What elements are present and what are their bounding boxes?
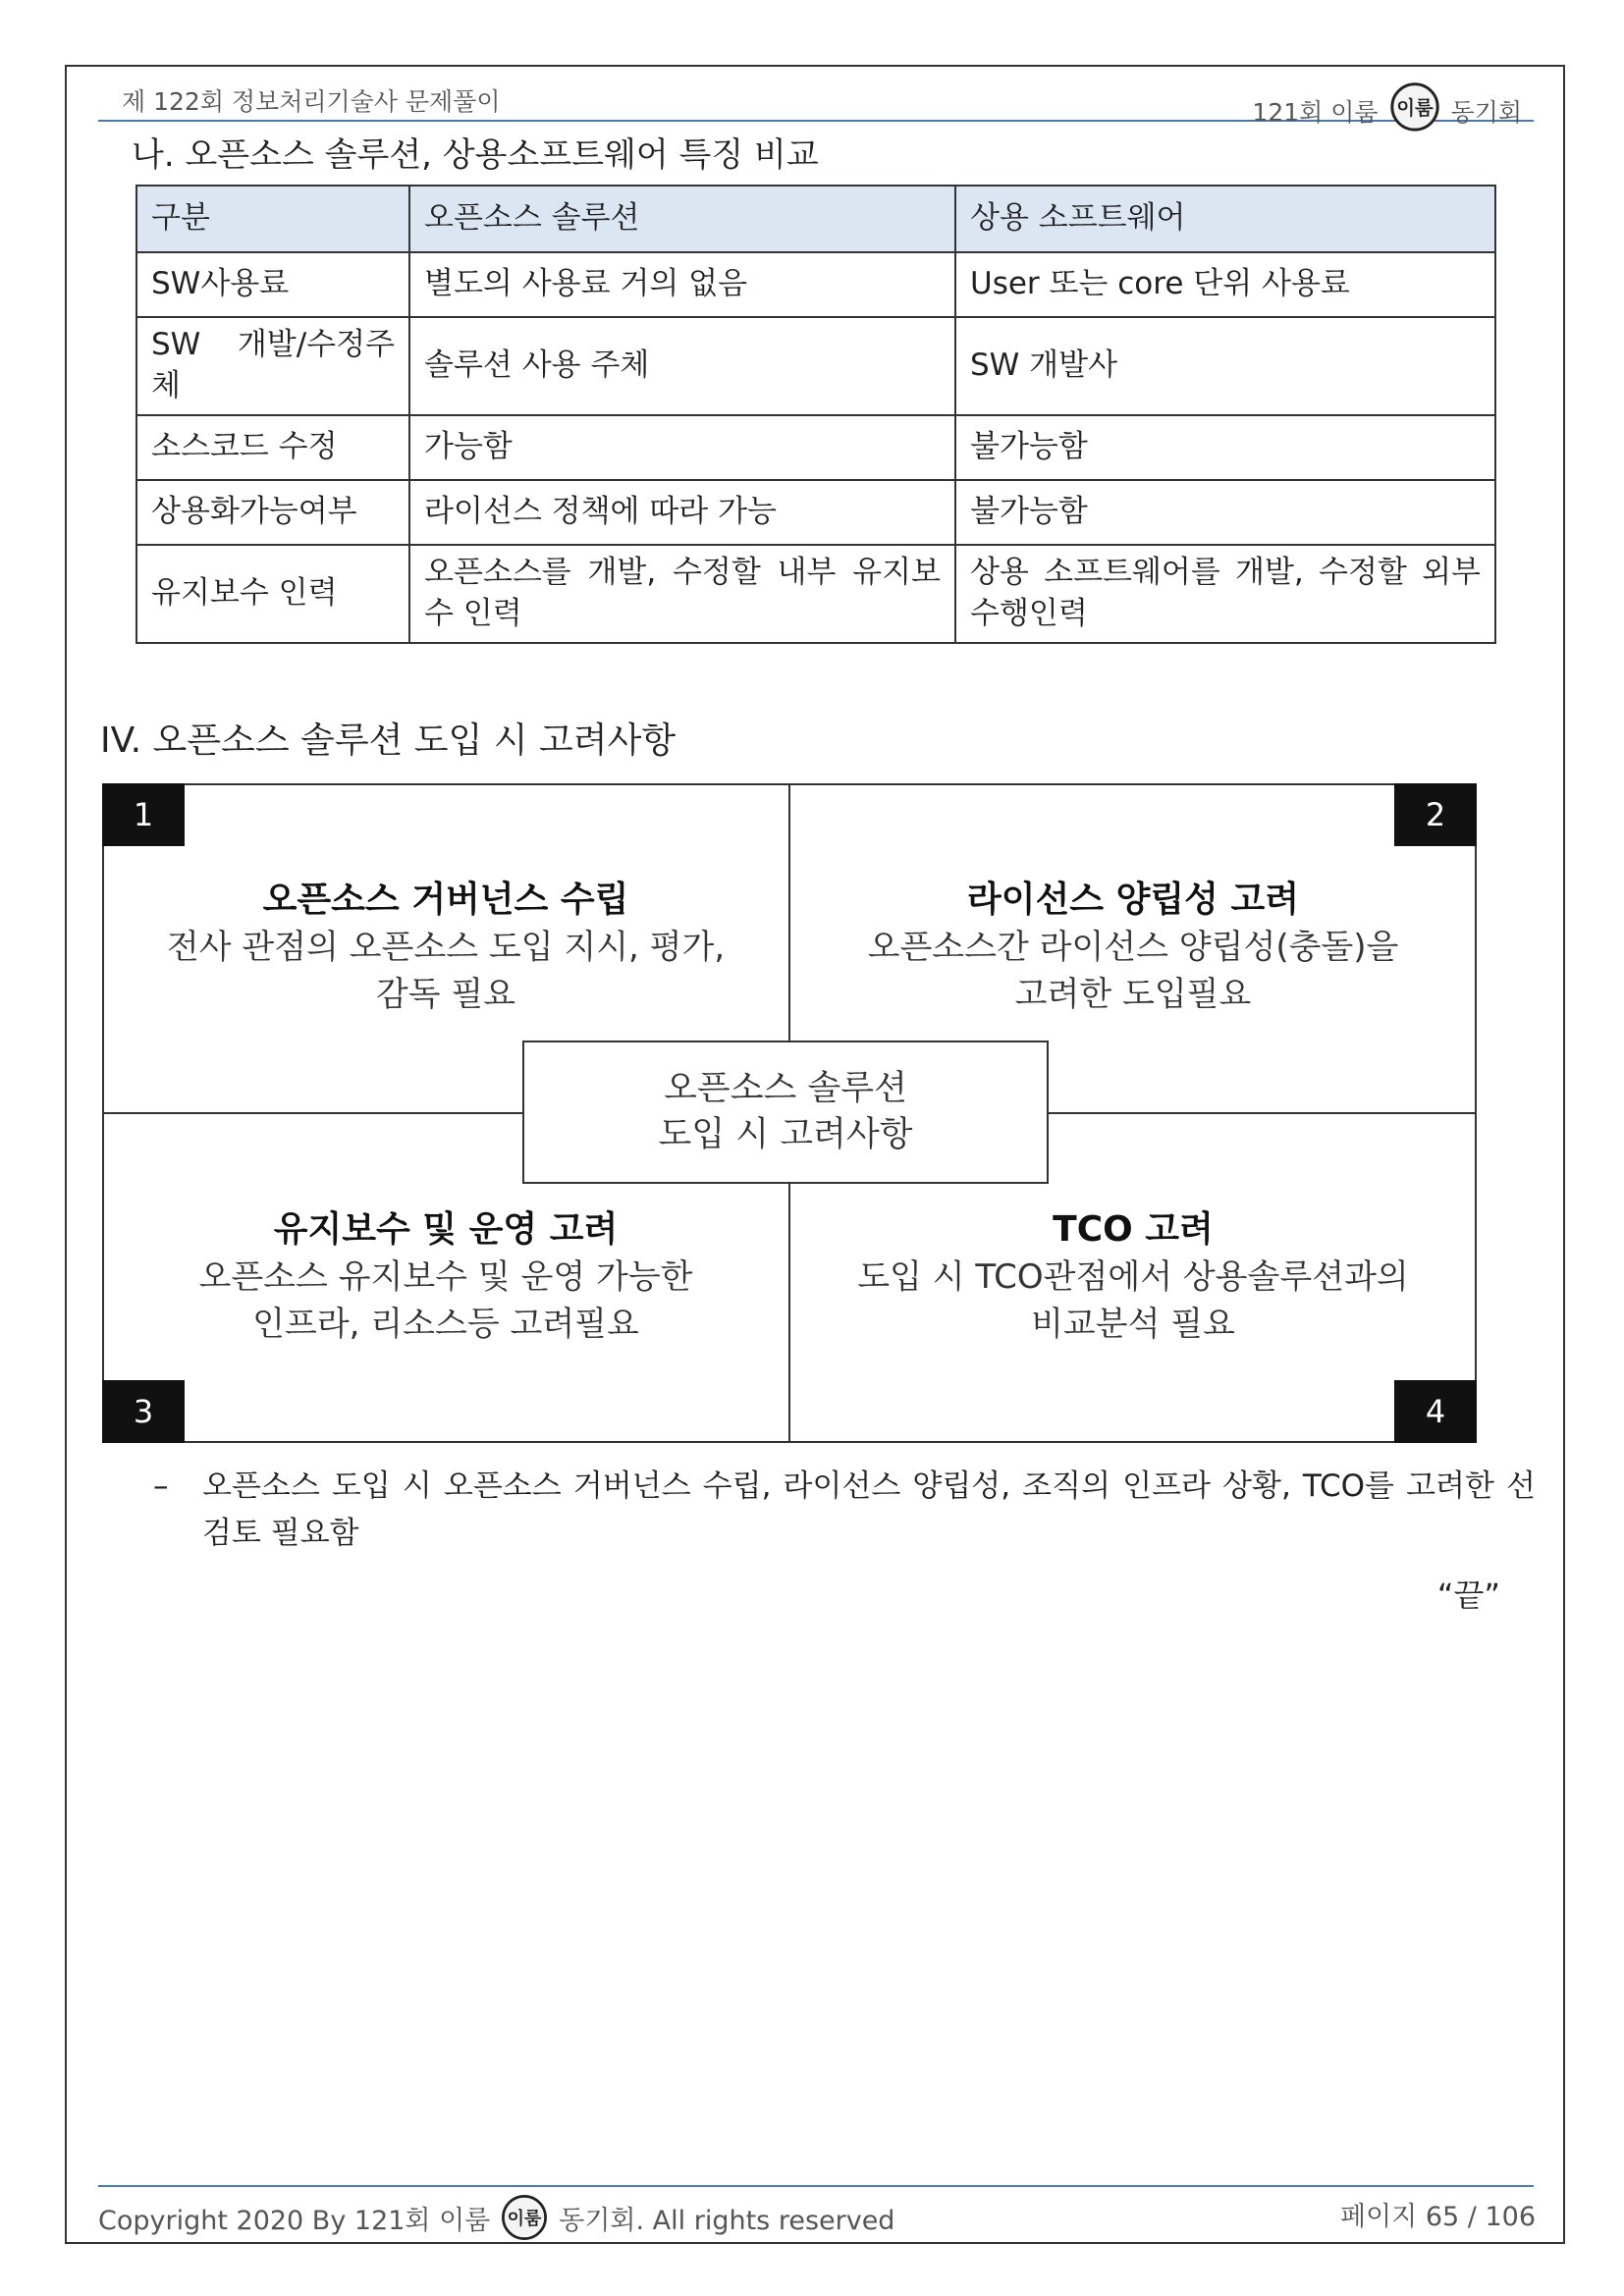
- quadrant-3-title: 유지보수 및 운영 고려: [273, 1209, 619, 1250]
- comparison-table: [135, 185, 1496, 644]
- quadrant-1-line1: 전사 관점의 오픈소스 도입 지시, 평가,: [166, 928, 726, 968]
- quadrant-4-title: TCO 고려: [1053, 1209, 1214, 1250]
- table-header-row: [136, 186, 1495, 252]
- quadrant-3-text: [122, 1205, 770, 1349]
- table-cell: SW 개발사: [955, 317, 1495, 415]
- note-text: 오픈소스 도입 시 오픈소스 거버넌스 수립, 라이선스 양립성, 조직의 인프라 상황, TCO를 고려한 선 검토 필요함: [202, 1468, 1536, 1552]
- table-cell: [409, 545, 955, 643]
- quadrant-1-title: 오픈소스 거버넌스 수립: [262, 880, 629, 920]
- table-cell: [136, 317, 409, 415]
- table-header-cell: 구분: [136, 186, 409, 252]
- quadrant-3-line1: 오픈소스 유지보수 및 운영 가능한: [198, 1257, 693, 1298]
- footer-rule: [98, 2185, 1534, 2187]
- quadrant-1-line2: 감독 필요: [375, 974, 516, 1014]
- table-cell: 가능함: [409, 415, 955, 480]
- header-left-text: 제 122회 정보처리기술사 문제풀이: [122, 87, 501, 116]
- table-cell-line: SW 개발/수정주: [151, 327, 395, 363]
- table-cell: 라이선스 정책에 따라 가능: [409, 480, 955, 545]
- table-cell: 소스코드 수정: [136, 415, 409, 480]
- center-line1: 오픈소스 솔루션: [664, 1068, 907, 1108]
- section-title-comparison: 나. 오픈소스 솔루션, 상용소프트웨어 특징 비교: [132, 135, 819, 175]
- table-cell: 불가능함: [955, 415, 1495, 480]
- quadrant-number-3: 3: [102, 1380, 185, 1443]
- summary-note: [153, 1463, 1536, 1557]
- header-right-pre: 121회 이룸: [1252, 98, 1379, 127]
- table-cell: 유지보수 인력: [136, 545, 409, 643]
- table-cell: [955, 545, 1495, 643]
- quadrant-number-4: 4: [1394, 1380, 1477, 1443]
- logo-text: 이룸: [507, 2209, 542, 2230]
- table-cell: 별도의 사용료 거의 없음: [409, 252, 955, 317]
- quadrant-2-title: 라이선스 양립성 고려: [966, 880, 1300, 920]
- table-row: [136, 545, 1495, 643]
- footer-left: [98, 2191, 894, 2244]
- section-title-considerations: IV. 오픈소스 솔루션 도입 시 고려사항: [100, 721, 677, 761]
- table-cell-line: 체: [151, 368, 181, 403]
- table-cell: User 또는 core 단위 사용료: [955, 252, 1495, 317]
- quadrant-1-text: [122, 876, 770, 1019]
- quadrant-4-line1: 도입 시 TCO관점에서 상용솔루션과의: [857, 1257, 1409, 1298]
- quadrant-2-line2: 고려한 도입필요: [1014, 974, 1252, 1014]
- club-logo-icon: [1386, 77, 1443, 133]
- table-row: [136, 480, 1495, 545]
- page-number: 페이지 65 / 106: [1340, 2202, 1536, 2232]
- quadrant-4-line2: 비교분석 필요: [1031, 1304, 1235, 1344]
- table-cell: 솔루션 사용 주체: [409, 317, 955, 415]
- footer-copyright-post: 동기회. All rights reserved: [559, 2205, 895, 2236]
- quadrant-3-line2: 인프라, 리소스등 고려필요: [252, 1304, 639, 1344]
- footer-copyright-pre: Copyright 2020 By 121회 이룸: [98, 2205, 491, 2236]
- header-right: [1252, 82, 1522, 139]
- center-line2: 도입 시 고려사항: [658, 1115, 913, 1154]
- table-header-cell: 상용 소프트웨어: [955, 186, 1495, 252]
- table-cell-line: 수행인력: [970, 596, 1088, 631]
- quadrant-number-1: 1: [102, 783, 185, 846]
- header-right-post: 동기회: [1450, 98, 1522, 127]
- table-header-cell: 오픈소스 솔루션: [409, 186, 955, 252]
- table-cell-line: 상용 소프트웨어를 개발, 수정할 외부: [970, 555, 1481, 591]
- note-dash: –: [153, 1468, 169, 1504]
- table-cell-line: 오픈소스를 개발, 수정할 내부 유지보: [424, 555, 941, 591]
- quadrant-2-line1: 오픈소스간 라이선스 양립성(충돌)을: [867, 928, 1399, 968]
- table-cell: SW사용료: [136, 252, 409, 317]
- table-row: [136, 415, 1495, 480]
- quadrant-number-2: 2: [1394, 783, 1477, 846]
- considerations-diagram: [102, 783, 1477, 1443]
- diagram-center-box: [522, 1041, 1049, 1184]
- table-cell-line: 수 인력: [424, 596, 522, 631]
- page-header: [98, 75, 1534, 127]
- club-logo-icon: [498, 2191, 551, 2244]
- end-mark: “끝”: [1436, 1576, 1500, 1614]
- logo-text: 이룸: [1395, 96, 1434, 120]
- table-row: [136, 317, 1495, 415]
- quadrant-4-text: [809, 1205, 1457, 1349]
- quadrant-2-text: [809, 876, 1457, 1019]
- table-cell: 불가능함: [955, 480, 1495, 545]
- table-row: [136, 252, 1495, 317]
- table-cell: 상용화가능여부: [136, 480, 409, 545]
